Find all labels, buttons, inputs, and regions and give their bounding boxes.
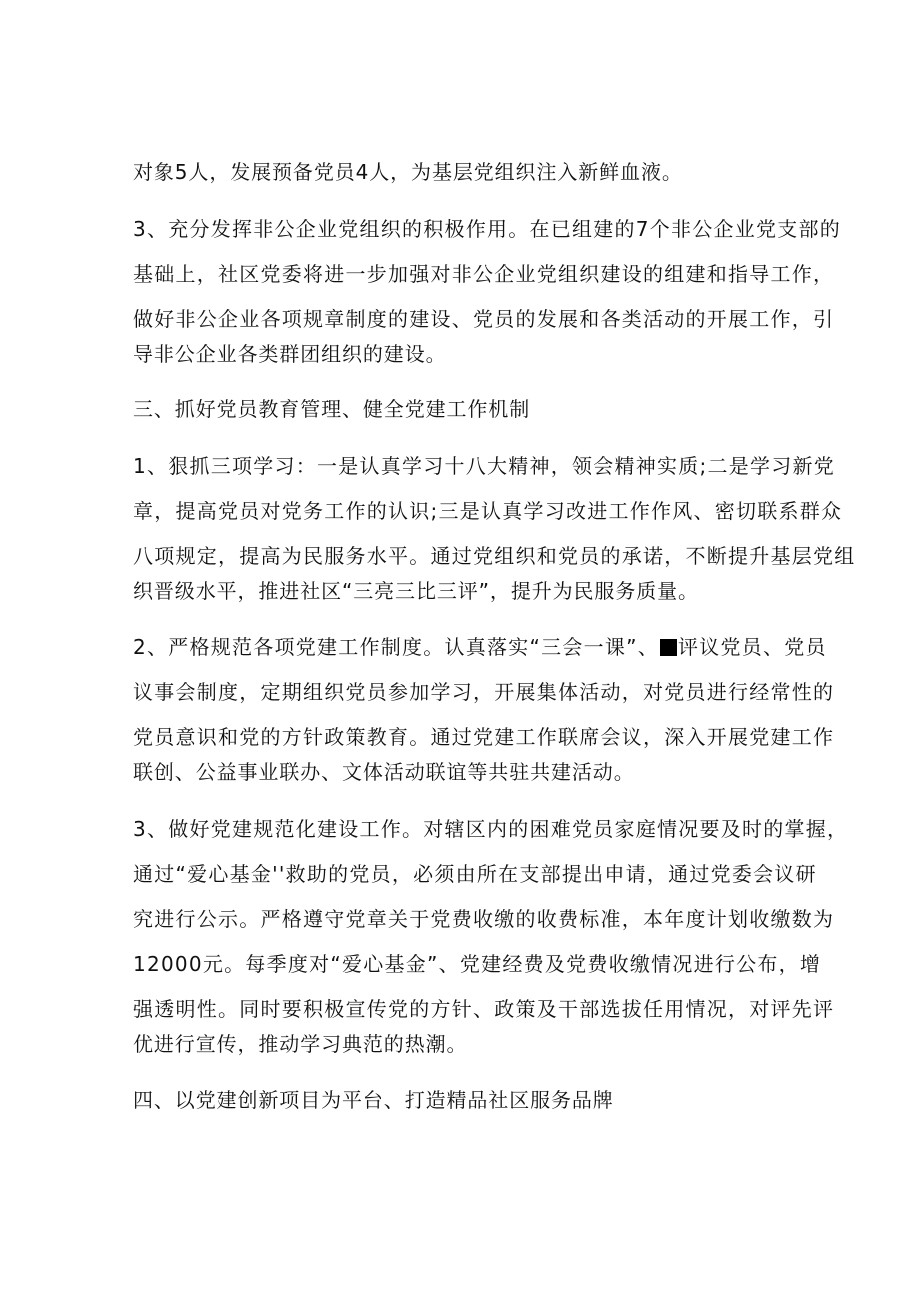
redaction-mark	[660, 639, 677, 656]
paragraph-line: 导非公企业各类群团组织的建设。	[133, 342, 447, 366]
paragraph-line: 做好非公企业各项规章制度的建设、党员的发展和各类活动的开展工作，引	[133, 307, 835, 331]
paragraph-line: 优进行宣传，推动学习典范的热潮。	[133, 1032, 468, 1056]
paragraph-line: 3、充分发挥非公企业党组织的积极作用。在已组建的7个非公企业党支部的	[133, 217, 841, 241]
paragraph-line: 3、做好党建规范化建设工作。对辖区内的困难党员家庭情况要及时的掌握，	[133, 817, 849, 841]
paragraph-line: 强透明性。同时要积极宣传党的方针、政策及干部选拔任用情况，对评先评	[133, 997, 835, 1021]
paragraph-line: 联创、公益事业联办、文体活动联谊等共驻共建活动。	[133, 760, 635, 784]
section-heading: 四、以党建创新项目为平台、打造精品社区服务品牌	[133, 1088, 614, 1112]
paragraph-line	[133, 632, 827, 662]
paragraph-line: 12000元。每季度对“爱心基金”、党建经费及党费收缴情况进行公布，增	[133, 952, 822, 976]
line-text-start: 2、严格规范各项党建工作制度。认真落实“三会一课”、	[133, 635, 659, 659]
paragraph-line: 党员意识和党的方针政策教育。通过党建工作联席会议，深入开展党建工作	[133, 725, 835, 749]
paragraph-line: 1、狠抓三项学习：一是认真学习十八大精神，领会精神实质;二是学习新党	[133, 454, 835, 478]
paragraph-line: 究进行公示。严格遵守党章关于党费收缴的收费标准，本年度计划收缴数为	[133, 907, 835, 931]
paragraph-line: 织晋级水平，推进社区“三亮三比三评”，提升为民服务质量。	[133, 579, 699, 603]
section-heading: 三、抓好党员教育管理、健全党建工作机制	[133, 397, 531, 421]
paragraph-line: 基础上，社区党委将进一步加强对非公企业党组织建设的组建和指导工作，	[133, 262, 835, 286]
line-text-end: 评议党员、党员	[677, 635, 827, 659]
paragraph-line: 通过“爱心基金''救助的党员，必须由所在支部提出申请，通过党委会议研	[133, 862, 817, 886]
paragraph-line: 章，提高党员对党务工作的认识;三是认真学习改进工作作风、密切联系群众	[133, 499, 843, 523]
paragraph-line: 议事会制度，定期组织党员参加学习，开展集体活动，对党员进行经常性的	[133, 680, 835, 704]
paragraph-line: 八项规定，提高为民服务水平。通过党组织和党员的承诺，不断提升基层党组	[133, 544, 856, 568]
paragraph-line: 对象5人，发展预备党员4人，为基层党组织注入新鲜血液。	[133, 160, 683, 184]
